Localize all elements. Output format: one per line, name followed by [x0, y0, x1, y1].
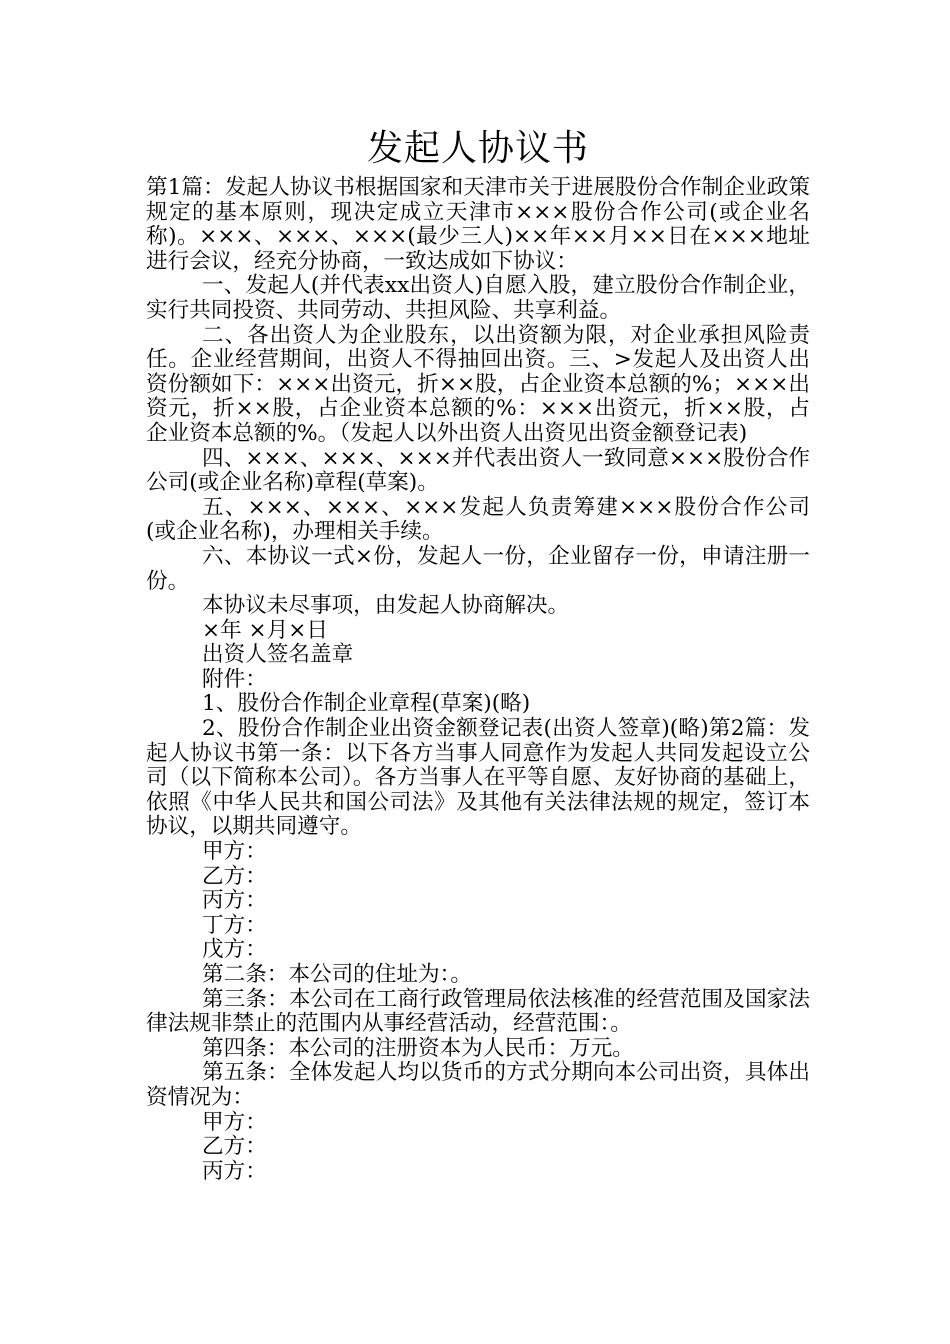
- paragraph-clause-1: 一、发起人(并代表xx出资人)自愿入股，建立股份合作制企业，实行共同投资、共同劳动、共担风险、共享利益。: [146, 273, 810, 323]
- paragraph-attachment-1: 1、股份合作制企业章程(草案)(略): [202, 691, 531, 717]
- paragraph-unresolved-matters: 本协议未尽事项，由发起人协商解决。: [202, 593, 570, 619]
- paragraph-contribution-party-a: 甲方：: [202, 1109, 267, 1135]
- paragraph-signature: 出资人签名盖章: [202, 642, 354, 668]
- paragraph-clause-2-3: 二、各出资人为企业股东，以出资额为限，对企业承担风险责任。企业经营期间，出资人不得抽回出资。三、>发起人及出资人出资份额如下：×××出资元，折××股，占企业资本总额的%；×××出资元，折××股，占企业资本总额的%：×××出资元，折××股，占企业资本总额的%。（发起人以外出资人出资见出资金额登记表): [146, 322, 810, 446]
- paragraph-article-5: 第五条：全体发起人均以货币的方式分期向本公司出资，具体出资情况为：: [146, 1060, 810, 1110]
- paragraph-party-a: 甲方：: [202, 839, 267, 865]
- paragraph-clause-6: 六、本协议一式×份，发起人一份，企业留存一份，申请注册一份。: [146, 543, 810, 594]
- paragraph-clause-4: 四、×××、×××、×××并代表出资人一致同意×××股份合作公司(或企业名称)章程(草案)。: [146, 445, 810, 496]
- document-page: [146, 0, 810, 1184]
- paragraph-party-e: 戊方：: [202, 937, 267, 963]
- paragraph-clause-5: 五、×××、×××、×××发起人负责筹建×××股份合作公司(或企业名称)，办理相关手续。: [146, 494, 810, 545]
- paragraph-contribution-party-c: 丙方：: [202, 1158, 267, 1184]
- paragraph-party-d: 丁方：: [202, 912, 267, 938]
- paragraph-attachment-2-article-1: 2、股份合作制企业出资金额登记表(出资人签章)(略)第2篇：发起人协议书第一条：以下各方当事人同意作为发起人共同发起设立公司（以下简称本公司）。各方当事人在平等自愿、友好协商的基础上，依照《中华人民共和国公司法》及其他有关法律法规的规定，签订本协议，以期共同遵守。: [146, 716, 810, 840]
- paragraph-article-3: 第三条：本公司在工商行政管理局依法核准的经营范围及国家法律法规非禁止的范围内从事经营活动，经营范围：。: [146, 986, 810, 1037]
- paragraph-intro: 第1篇：发起人协议书根据国家和天津市关于进展股份合作制企业政策规定的基本原则，现决定成立天津市×××股份合作公司(或企业名称)。×××、×××、×××(最少三人)××年××月××日在×××地址进行会议，经充分协商，一致达成如下协议：: [146, 175, 810, 274]
- document-body: [146, 176, 810, 1184]
- paragraph-article-4: 第四条：本公司的注册资本为人民币：万元。: [202, 1035, 634, 1061]
- paragraph-date: ×年 ×月×日: [202, 617, 328, 643]
- paragraph-article-2: 第二条：本公司的住址为：。: [202, 962, 472, 987]
- paragraph-party-c: 丙方：: [202, 888, 267, 914]
- paragraph-contribution-party-b: 乙方：: [202, 1134, 267, 1160]
- paragraph-party-b: 乙方：: [202, 863, 267, 889]
- paragraph-attachments-heading: 附件：: [202, 666, 267, 692]
- document-title: 发起人协议书: [366, 128, 589, 169]
